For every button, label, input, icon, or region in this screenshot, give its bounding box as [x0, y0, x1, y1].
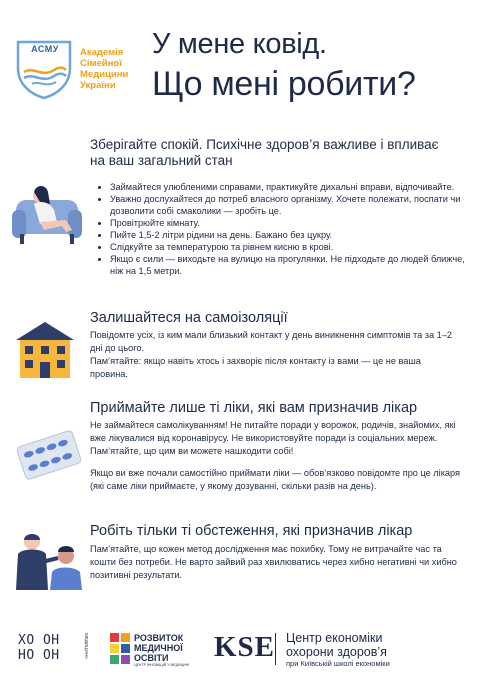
calm-advice-list [96, 181, 470, 277]
academy-line: України [80, 80, 116, 91]
rmo-logo-icon [110, 633, 130, 665]
paragraph: Якщо ви вже почали самостійно приймати ліки — обов’язково повідомте про це лікаря (які саме ліки приймаєте, у якому дозуванні, скільки разів на день). [90, 468, 461, 491]
relaxing-person-illustration [10, 182, 84, 248]
academy-line: Сімейної [80, 58, 122, 69]
hh-logo-row: НО ОН [18, 648, 60, 663]
kse-center-sub: при Київській школі економіки [286, 659, 390, 668]
kse-center-name [286, 631, 390, 669]
section-title-calm [90, 137, 439, 169]
list-item: • Уважно дослухайтеся до потреб власного організму. Хочете полежати, поспати чи дозволити собі смаколики — зробіть це. [110, 193, 470, 217]
hh-logo-row: ХО ОН [18, 633, 60, 648]
house-illustration [14, 318, 76, 380]
section-title-line: Зберігайте спокій. Психічне здоров’я важливе і впливає [90, 137, 439, 152]
academy-line: Медицини [80, 69, 129, 80]
list-item: • Якщо є сили — виходьте на вулицю на прогулянки. Не підходьте до людей ближче, ніж на 1,5 метри. [110, 253, 470, 277]
list-item: • Провітрюйте кімнату. [110, 217, 470, 229]
tests-text: Пам’ятайте, що кожен метод дослідження має похибку. Тому не витрачайте час та кошти без потреби. Не варто зайвий раз хвилюватись через хибно негативні чи хибно позитивні результати. [90, 544, 457, 580]
doctor-testing-illustration [12, 528, 84, 590]
academy-line: Академія [80, 47, 124, 58]
rmo-logo-text [134, 633, 189, 668]
list-item: • Слідкуйте за температурою та рівнем кисню в крові. [110, 241, 470, 253]
page-title-line2: Що мені робити? [152, 65, 416, 103]
hh-medicine-logo [18, 633, 88, 667]
list-item: • Пийте 1,5-2 літри рідини на день. Бажано без цукру. [110, 229, 470, 241]
section-title-tests: Робіть тільки ті обстеження, які призначив лікар [90, 523, 413, 539]
kse-center-line: охорони здоров’я [286, 645, 387, 659]
isolation-text [90, 329, 460, 381]
paragraph: Повідомте усіх, із ким мали близький контакт у день виникнення симптомів та за 1–2 дні до цього. [90, 330, 453, 353]
section-title-medicine: Приймайте лише ті ліки, які вам призначив лікар [90, 400, 418, 416]
page-title-line1: У мене ковід. [152, 28, 327, 60]
rmo-logo-line: МЕДИЧНОЇ [134, 643, 183, 653]
list-item: • Займайтеся улюбленими справами, практикуйте дихальні вправи, відпочивайте. [110, 181, 470, 193]
footer-divider [275, 633, 276, 665]
kse-logo: KSE [214, 631, 276, 663]
pills-blister-illustration [14, 428, 84, 482]
paragraph: Пам’ятайте, що цим ви можете нашкодити собі! [90, 446, 294, 456]
section-title-isolation: Залишайтеся на самоізоляції [90, 310, 288, 326]
section-title-line: на ваш загальний стан [90, 153, 233, 168]
rmo-logo-line: ОСВІТИ [134, 653, 169, 663]
academy-name [80, 47, 128, 91]
rmo-logo-line: РОЗВИТОК [134, 633, 184, 643]
hh-logo-side-text: МЕДИЦИНА [84, 633, 89, 659]
rmo-logo-sub: ЦЕНТР ІННОВАЦІЙ У МЕДИЦИНІ [134, 663, 190, 667]
paragraph: Не займайтеся самолікуванням! Не питайте поради у ворожок, родичів, знайомих, які вже лікувалися від коронавірусу. Не використовуйте поради із соціальних мереж. [90, 420, 456, 443]
paragraph: Пам’ятайте: якщо навіть хтось і захворіє після контакту із вами — це не ваша провина. [90, 356, 421, 379]
medicine-text [90, 419, 460, 493]
logo-abbreviation: АСМУ [31, 44, 59, 54]
kse-center-line: Центр економіки [286, 631, 383, 645]
